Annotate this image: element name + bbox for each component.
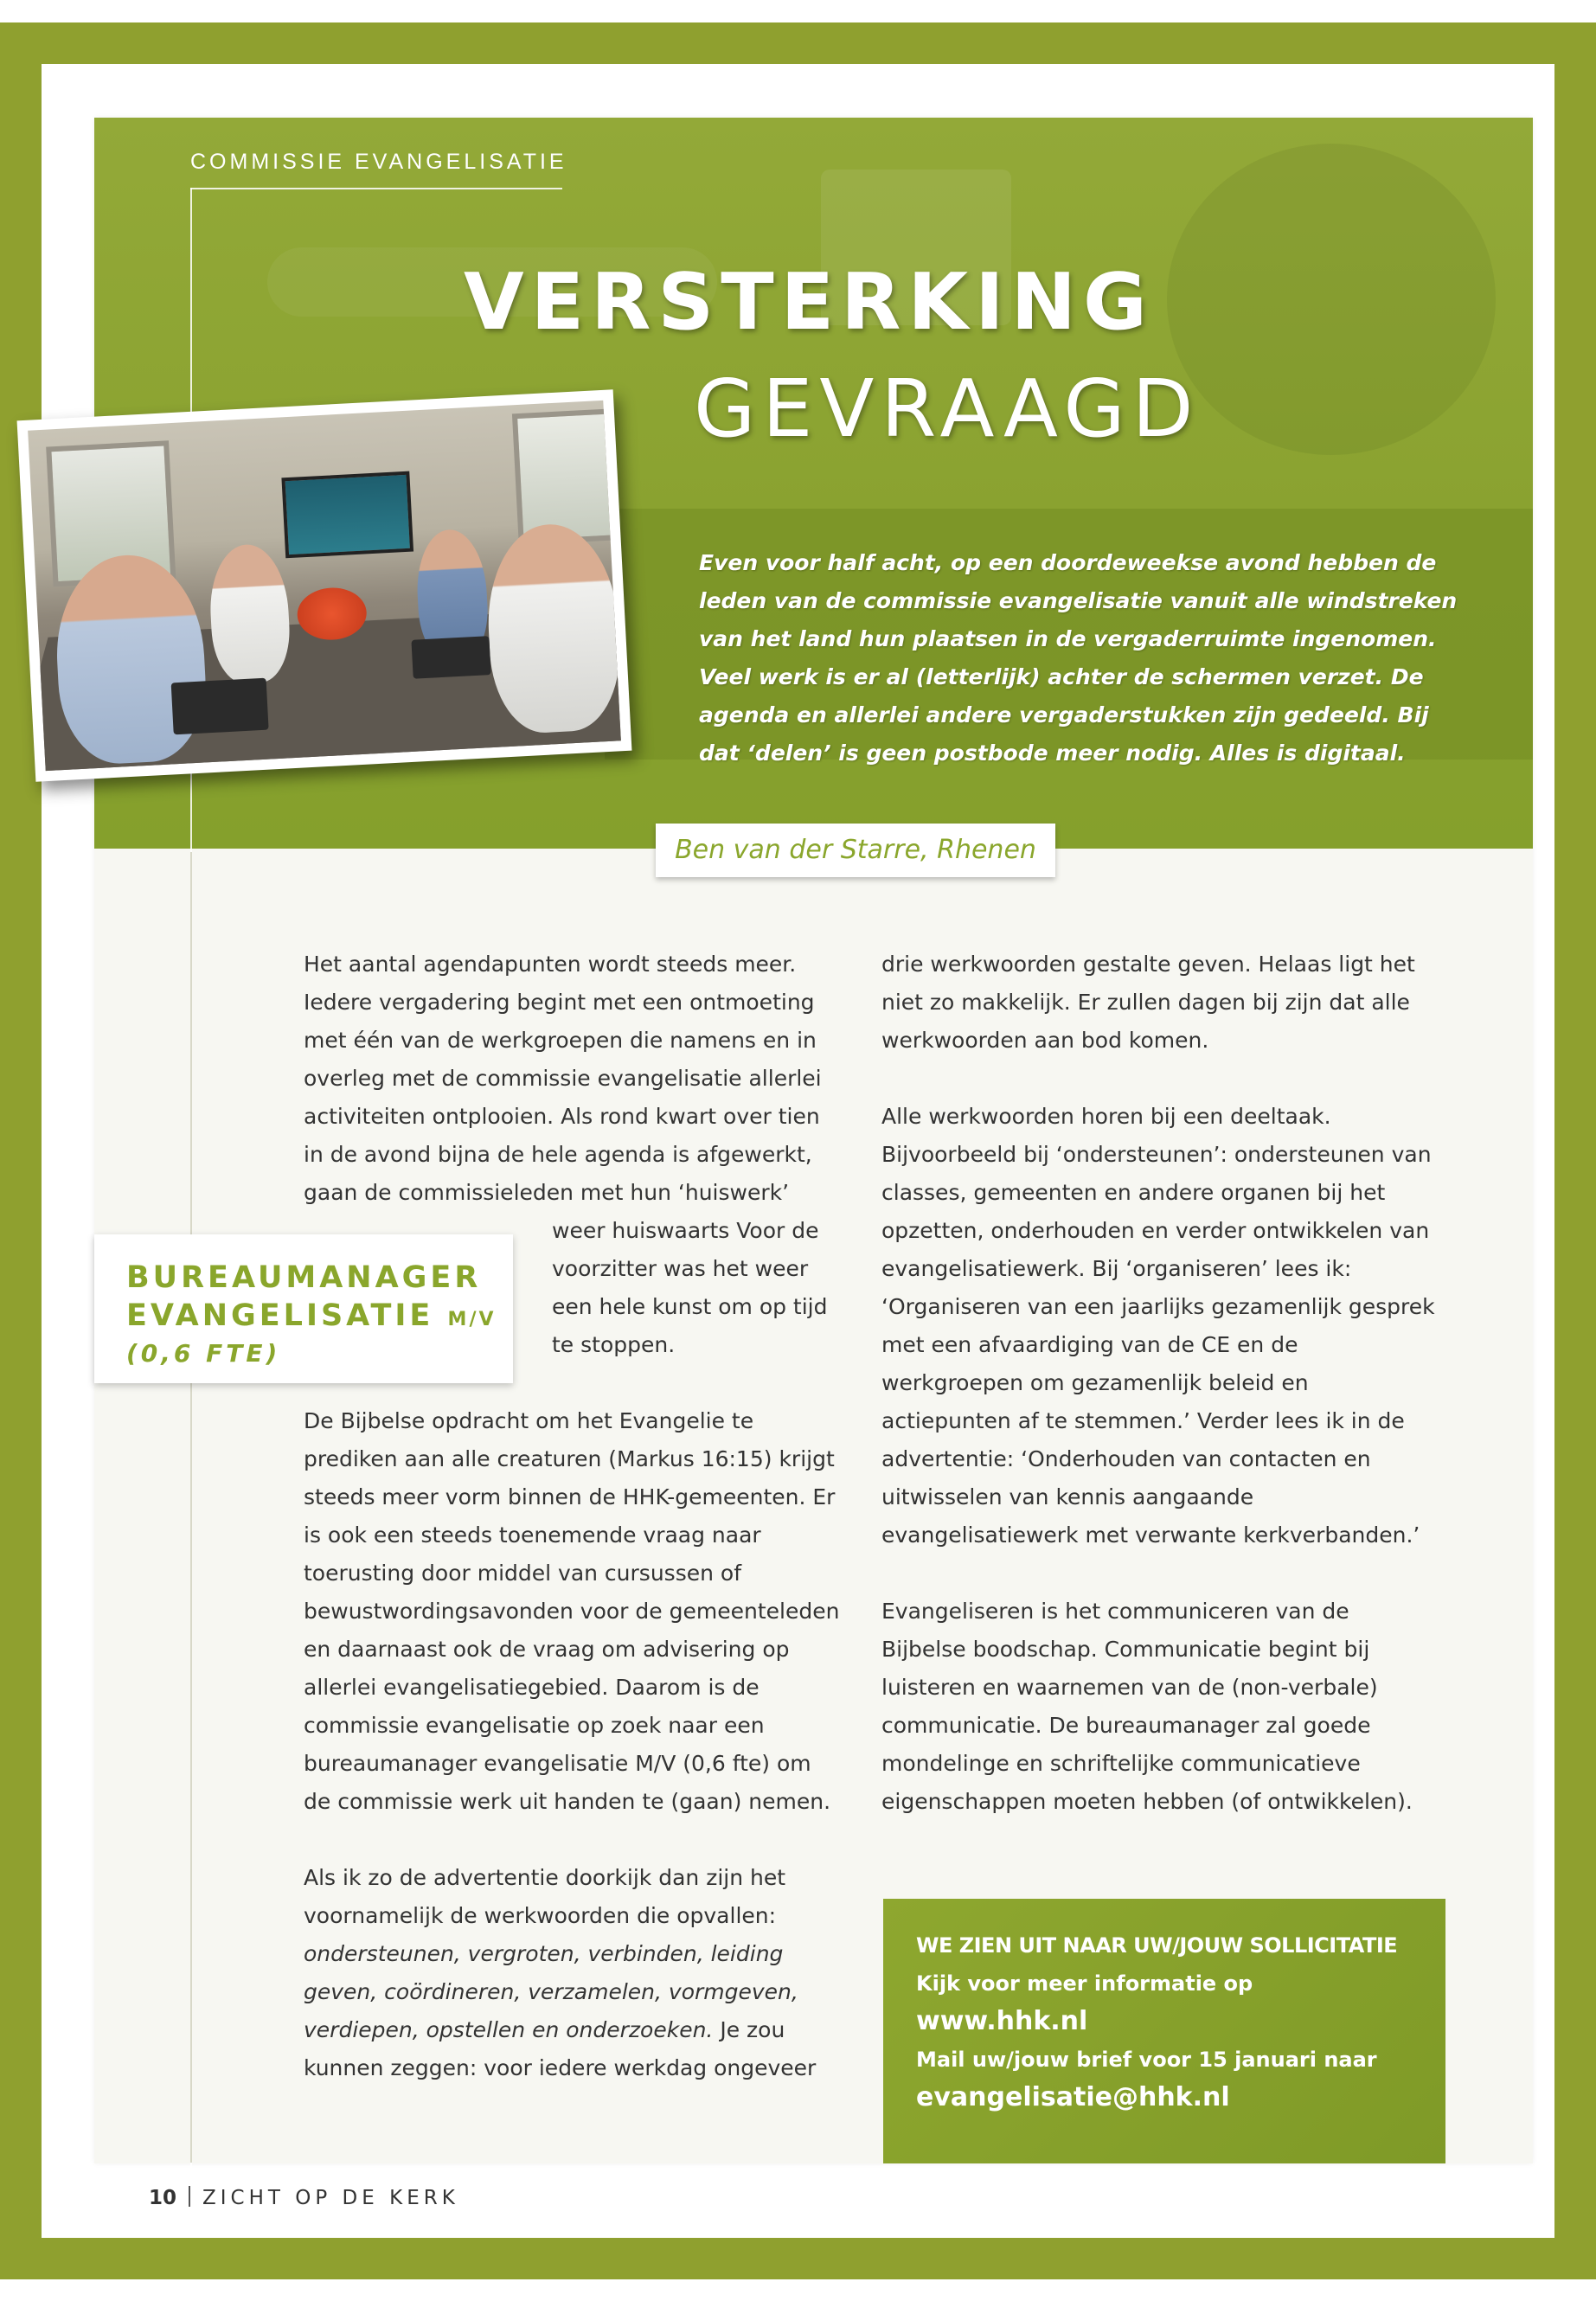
author-box [656, 824, 1055, 877]
section-kicker: COMMISSIE EVANGELISATIE [190, 150, 567, 174]
callout-line2: EVANGELISATIE M/V [126, 1298, 497, 1333]
page-number: 10 [149, 2187, 177, 2209]
frame-bottom [0, 2238, 1596, 2279]
frame-right [1554, 22, 1596, 2279]
paragraph-1a: Het aantal agendapunten wordt steeds meer. Iedere vergadering begint met een ontmoeting met één van de werkgroepen die namens en in overleg met de commissie evangelisatie allerlei activiteiten ontplooien. Als rond kwart over tien in de avond bijna de hele agenda is afgewerkt, gaan de commissieleden met hun ‘huiswerk’ [304, 952, 822, 1205]
meeting-photo-image [28, 401, 621, 771]
article-title-line1: VERSTERKING [464, 257, 1154, 348]
footer-separator [189, 2186, 190, 2207]
page-footer [149, 2186, 459, 2209]
column-1-top [304, 945, 840, 1212]
author-byline: Ben van der Starre, Rhenen [675, 835, 1036, 865]
vertical-rule-lower [190, 852, 192, 2163]
paragraph-4: drie werkwoorden gestalte geven. Helaas ligt het niet zo makkelijk. Er zullen dagen bij zijn dat alle werkwoorden aan bod komen. [881, 952, 1415, 1053]
cta-mail-text: Mail uw/jouw brief voor 15 januari naar [916, 2048, 1377, 2072]
column-1-beside-callout [552, 1212, 846, 1364]
column-2 [881, 945, 1435, 1821]
article-title-line2: GEVRAAGD [694, 362, 1201, 455]
callout-line1: BUREAUMANAGER [126, 1260, 482, 1295]
paragraph-3: Als ik zo de advertentie doorkijk dan zijn het voornamelijk de werkwoorden die opvallen: ondersteunen, vergroten, verbinden, leiding geven, coördineren, verzamelen, vormgeven, verdiepen, opstellen en onderzoeken. Je zou kunnen zeggen: voor iedere werkdag ongeveer [304, 1865, 817, 2080]
paragraph-6: Evangeliseren is het communiceren van de Bijbelse boodschap. Communicatie begint bij luisteren en waarnemen van de (non-verbale) communicatie. De bureaumanager zal goede mondelinge en schriftelijke communicatieve eigenschappen moeten hebben (of ontwikkelen). [881, 1599, 1413, 1814]
paragraph-1b: weer huiswaarts Voor de voorzitter was het weer een hele kunst om op tijd te stoppen. [552, 1218, 828, 1357]
paragraph-2: De Bijbelse opdracht om het Evangelie te prediken aan alle creaturen (Markus 16:15) krijgt steeds meer vorm binnen de HHK-gemeenten. Er is ook een steeds toenemende vraag naar toerusting door middel van cursussen of bewustwordingsavonden voor de gemeenteleden en daarnaast ook de vraag om advisering op allerlei evangelisatiegebied. Daarom is de commissie evangelisatie op zoek naar een bureaumanager evangelisatie M/V (0,6 fte) om de commissie werk uit handen te (gaan) nemen. [304, 1408, 840, 1814]
paragraph-5: Alle werkwoorden horen bij een deeltaak. Bijvoorbeeld bij ‘ondersteunen’: ondersteunen van classes, gemeenten en andere organen bij het opzetten, onderhouden en verder ontwikkelen van evangelisatiewerk. Bij ‘organiseren’ lees ik: ‘Organiseren van een jaarlijks gezamenlijk gesprek met een afvaardiging van de CE en de werkgroepen om gezamenlijk beleid en actiepunten af te stemmen.’ Verder lees ik in de advertentie: ‘Onderhouden van contacten en uitwisselen van kennis aangaande evangelisatiewerk met verwante kerkverbanden.’ [881, 1104, 1435, 1548]
meeting-photo [17, 389, 632, 782]
kicker-underline [190, 188, 562, 189]
frame-top [0, 22, 1596, 64]
cta-heading: WE ZIEN UIT NAAR UW/JOUW SOLLICITATIE [916, 1933, 1398, 1958]
cta-website-link[interactable]: www.hhk.nl [916, 2006, 1088, 2036]
application-cta-box [883, 1899, 1445, 2163]
cta-info-text: Kijk voor meer informatie op [916, 1971, 1253, 1996]
article-intro: Even voor half acht, op een doordeweekse avond hebben de leden van de commissie evangelisatie vanuit alle windstreken van het land hun plaatsen in de vergaderruimte ingenomen. Veel werk is er al (letterlijk) achter de schermen verzet. De agenda en allerlei andere vergaderstukken zijn gedeeld. Bij dat ‘delen’ is geen postbode meer nodig. Alles is digitaal. [699, 550, 1458, 766]
column-1-bottom [304, 1402, 840, 2087]
callout-line3: (0,6 FTE) [126, 1339, 281, 1368]
magazine-name: ZICHT OP DE KERK [202, 2187, 459, 2209]
job-title-callout [94, 1234, 513, 1383]
frame-left [0, 22, 42, 2279]
cta-email-link[interactable]: evangelisatie@hhk.nl [916, 2082, 1230, 2112]
